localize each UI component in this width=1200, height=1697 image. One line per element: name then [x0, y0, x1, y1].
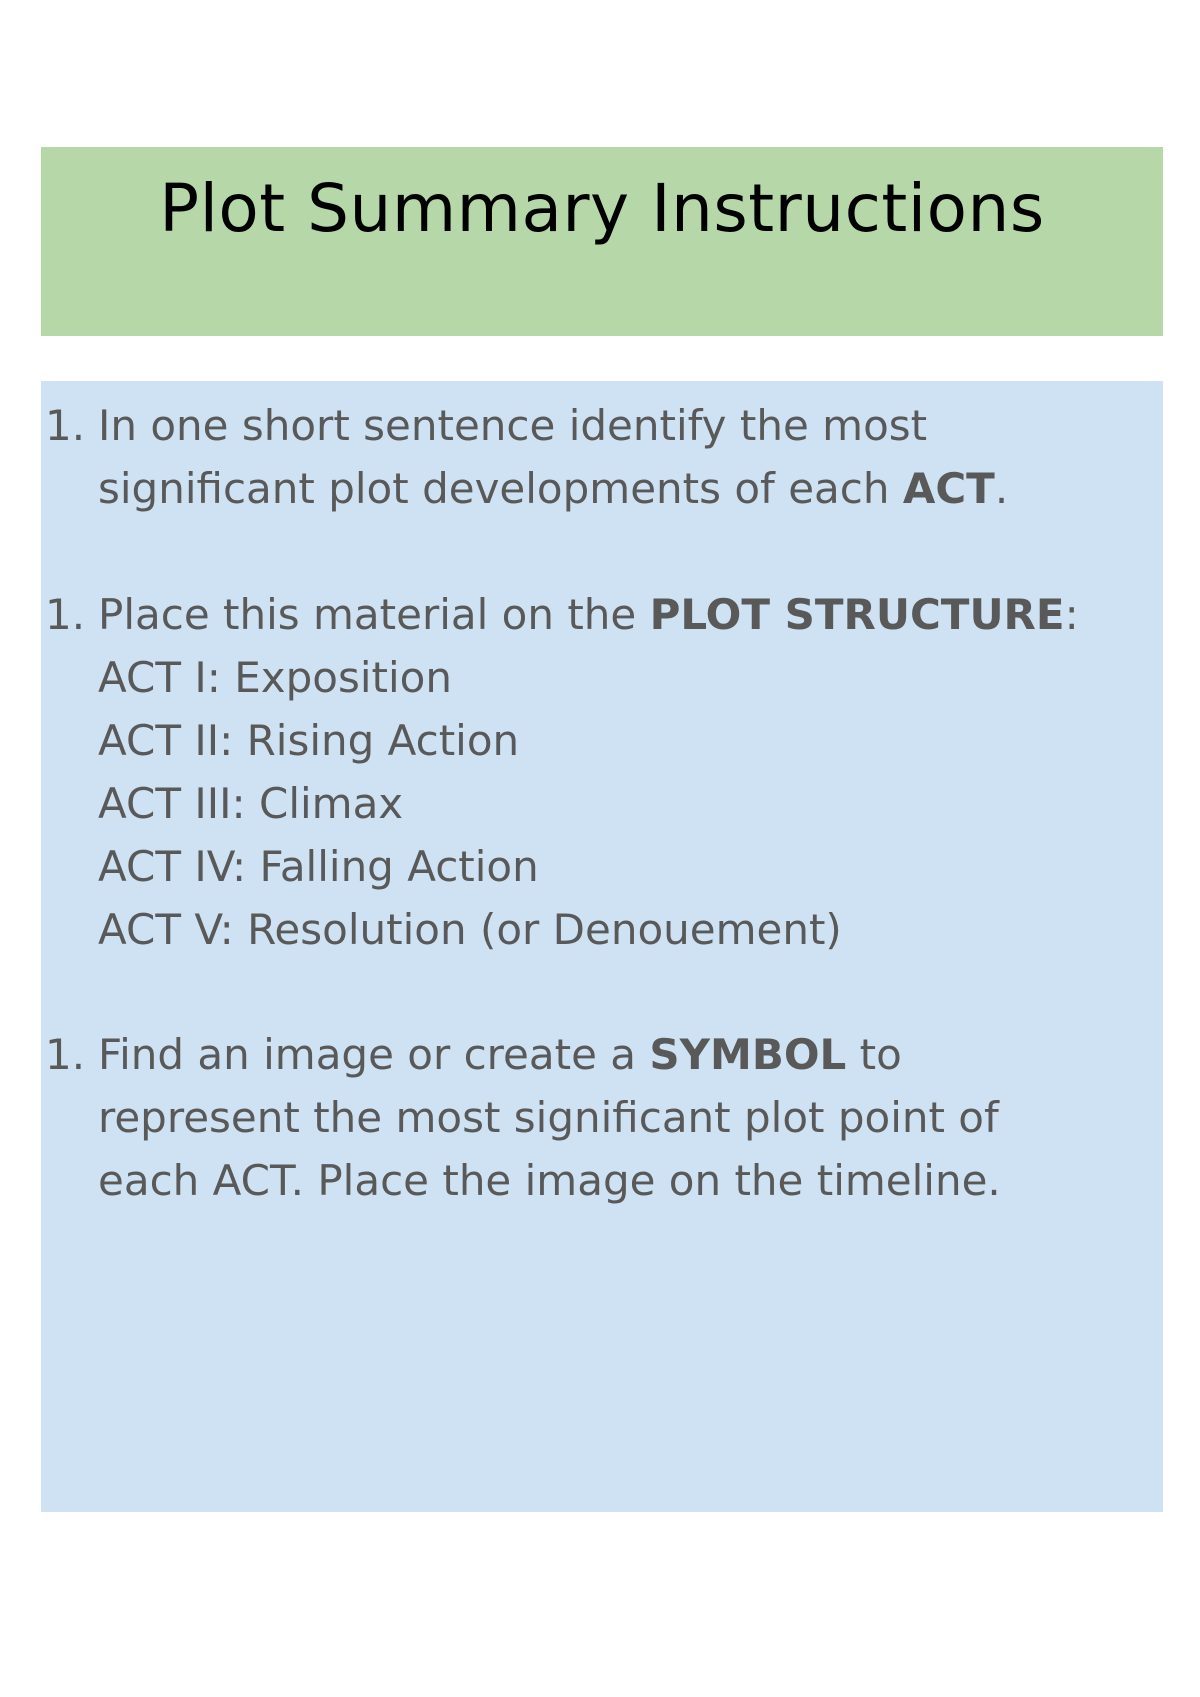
instruction-item-3 — [45, 1023, 1155, 1212]
instruction-body — [98, 394, 1155, 520]
instruction-line: Place this material on the PLOT STRUCTURE: — [98, 590, 1079, 639]
emphasis-symbol: SYMBOL — [649, 1030, 847, 1079]
instruction-line: In one short sentence identify the most — [98, 401, 928, 450]
instruction-item-1 — [45, 394, 1155, 520]
list-number: 1. — [45, 1030, 86, 1079]
instruction-body — [98, 1023, 1155, 1212]
instruction-line: represent the most significant plot point of — [98, 1093, 999, 1142]
emphasis-plot-structure: PLOT STRUCTURE — [649, 590, 1065, 639]
instruction-body — [98, 583, 1155, 961]
list-number: 1. — [45, 590, 86, 639]
emphasis-act: ACT — [902, 464, 995, 513]
act-line-4: ACT IV: Falling Action — [98, 842, 539, 891]
act-line-1: ACT I: Exposition — [98, 653, 452, 702]
page-title: Plot Summary Instructions — [159, 170, 1045, 247]
instructions-box — [41, 381, 1163, 1512]
act-line-5: ACT V: Resolution (or Denouement) — [98, 905, 842, 954]
instruction-line: significant plot developments of each ACT. — [98, 464, 1009, 513]
instruction-item-2 — [45, 583, 1155, 961]
instruction-line: Find an image or create a SYMBOL to — [98, 1030, 902, 1079]
act-line-2: ACT II: Rising Action — [98, 716, 520, 765]
instruction-line: each ACT. Place the image on the timeline. — [98, 1156, 1001, 1205]
list-number: 1. — [45, 401, 86, 450]
act-line-3: ACT III: Climax — [98, 779, 404, 828]
title-banner — [41, 147, 1163, 336]
